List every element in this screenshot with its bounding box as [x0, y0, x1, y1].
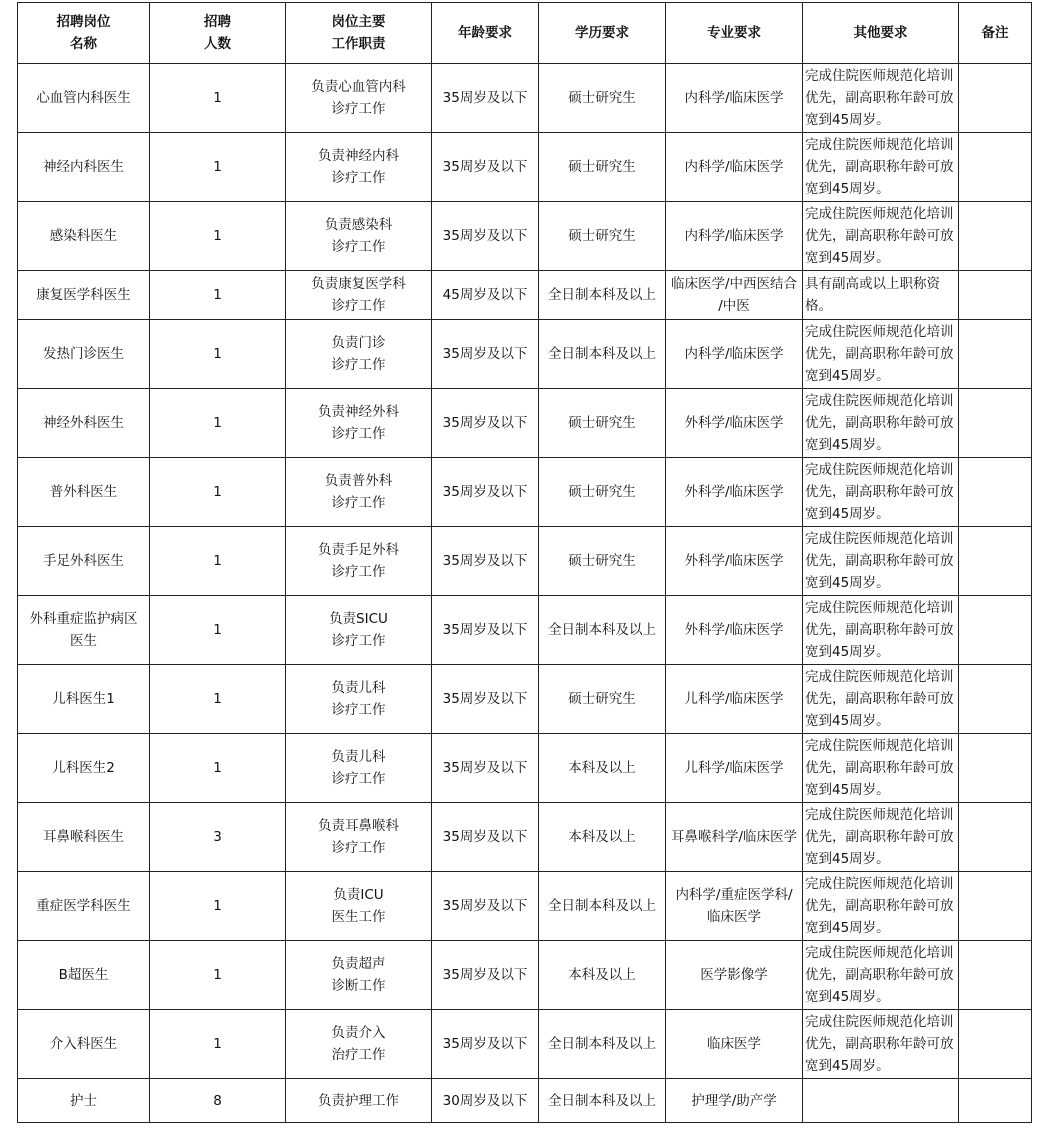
hire-count-cell: 1 [150, 133, 286, 202]
note-cell [959, 596, 1032, 665]
note-cell [959, 665, 1032, 734]
hire-count-cell: 1 [150, 202, 286, 271]
major-requirement-cell: 外科学/临床医学 [666, 458, 803, 527]
education-requirement-cell: 全日制本科及以上 [539, 1010, 666, 1079]
education-requirement-cell: 本科及以上 [539, 803, 666, 872]
header-other: 其他要求 [803, 3, 959, 64]
major-requirement-cell: 耳鼻喉科学/临床医学 [666, 803, 803, 872]
header-major: 专业要求 [666, 3, 803, 64]
job-duty-cell: 负责心血管内科 诊疗工作 [286, 64, 432, 133]
position-name-cell: 心血管内科医生 [18, 64, 150, 133]
table-row [18, 1010, 1032, 1079]
table-row [18, 202, 1032, 271]
age-requirement-cell: 35周岁及以下 [432, 734, 539, 803]
hire-count-cell: 1 [150, 734, 286, 803]
table-row [18, 389, 1032, 458]
note-cell [959, 389, 1032, 458]
age-requirement-cell: 35周岁及以下 [432, 320, 539, 389]
age-requirement-cell: 30周岁及以下 [432, 1079, 539, 1123]
education-requirement-cell: 硕士研究生 [539, 527, 666, 596]
header-count: 招聘 人数 [150, 3, 286, 64]
table-row [18, 133, 1032, 202]
position-name-cell: 神经外科医生 [18, 389, 150, 458]
major-requirement-cell: 护理学/助产学 [666, 1079, 803, 1123]
other-requirement-cell: 完成住院医师规范化培训优先，副高职称年龄可放宽到45周岁。 [803, 389, 959, 458]
education-requirement-cell: 硕士研究生 [539, 64, 666, 133]
job-duty-cell: 负责ICU 医生工作 [286, 872, 432, 941]
education-requirement-cell: 本科及以上 [539, 734, 666, 803]
position-name-cell: 外科重症监护病区 医生 [18, 596, 150, 665]
hire-count-cell: 1 [150, 1010, 286, 1079]
age-requirement-cell: 35周岁及以下 [432, 665, 539, 734]
note-cell [959, 133, 1032, 202]
other-requirement-cell: 完成住院医师规范化培训优先，副高职称年龄可放宽到45周岁。 [803, 596, 959, 665]
major-requirement-cell: 儿科学/临床医学 [666, 734, 803, 803]
note-cell [959, 734, 1032, 803]
age-requirement-cell: 35周岁及以下 [432, 803, 539, 872]
age-requirement-cell: 35周岁及以下 [432, 596, 539, 665]
hire-count-cell: 1 [150, 458, 286, 527]
recruitment-table [17, 2, 1032, 1123]
position-name-cell: 康复医学科医生 [18, 271, 150, 320]
table-row [18, 803, 1032, 872]
education-requirement-cell: 全日制本科及以上 [539, 271, 666, 320]
table-row [18, 665, 1032, 734]
table-row [18, 872, 1032, 941]
age-requirement-cell: 35周岁及以下 [432, 133, 539, 202]
note-cell [959, 1010, 1032, 1079]
header-education: 学历要求 [539, 3, 666, 64]
other-requirement-cell: 完成住院医师规范化培训优先，副高职称年龄可放宽到45周岁。 [803, 803, 959, 872]
header-note: 备注 [959, 3, 1032, 64]
position-name-cell: 发热门诊医生 [18, 320, 150, 389]
other-requirement-cell: 完成住院医师规范化培训优先，副高职称年龄可放宽到45周岁。 [803, 1010, 959, 1079]
job-duty-cell: 负责神经内科 诊疗工作 [286, 133, 432, 202]
major-requirement-cell: 外科学/临床医学 [666, 596, 803, 665]
job-duty-cell: 负责普外科 诊疗工作 [286, 458, 432, 527]
education-requirement-cell: 本科及以上 [539, 941, 666, 1010]
position-name-cell: 神经内科医生 [18, 133, 150, 202]
age-requirement-cell: 35周岁及以下 [432, 872, 539, 941]
hire-count-cell: 1 [150, 596, 286, 665]
job-duty-cell: 负责手足外科 诊疗工作 [286, 527, 432, 596]
education-requirement-cell: 全日制本科及以上 [539, 1079, 666, 1123]
job-duty-cell: 负责康复医学科 诊疗工作 [286, 271, 432, 320]
age-requirement-cell: 35周岁及以下 [432, 1010, 539, 1079]
education-requirement-cell: 硕士研究生 [539, 389, 666, 458]
education-requirement-cell: 硕士研究生 [539, 133, 666, 202]
hire-count-cell: 1 [150, 941, 286, 1010]
note-cell [959, 941, 1032, 1010]
major-requirement-cell: 医学影像学 [666, 941, 803, 1010]
education-requirement-cell: 全日制本科及以上 [539, 320, 666, 389]
position-name-cell: 重症医学科医生 [18, 872, 150, 941]
table-row [18, 458, 1032, 527]
other-requirement-cell: 完成住院医师规范化培训优先，副高职称年龄可放宽到45周岁。 [803, 133, 959, 202]
hire-count-cell: 1 [150, 872, 286, 941]
header-age: 年龄要求 [432, 3, 539, 64]
note-cell [959, 271, 1032, 320]
major-requirement-cell: 内科学/临床医学 [666, 320, 803, 389]
major-requirement-cell: 临床医学 [666, 1010, 803, 1079]
age-requirement-cell: 35周岁及以下 [432, 64, 539, 133]
other-requirement-cell [803, 1079, 959, 1123]
header-duty: 岗位主要 工作职责 [286, 3, 432, 64]
job-duty-cell: 负责耳鼻喉科 诊疗工作 [286, 803, 432, 872]
hire-count-cell: 1 [150, 64, 286, 133]
job-duty-cell: 负责儿科 诊疗工作 [286, 734, 432, 803]
other-requirement-cell: 完成住院医师规范化培训优先，副高职称年龄可放宽到45周岁。 [803, 734, 959, 803]
note-cell [959, 64, 1032, 133]
table-row [18, 64, 1032, 133]
table-row [18, 941, 1032, 1010]
job-duty-cell: 负责神经外科 诊疗工作 [286, 389, 432, 458]
note-cell [959, 202, 1032, 271]
table-row [18, 320, 1032, 389]
other-requirement-cell: 完成住院医师规范化培训优先，副高职称年龄可放宽到45周岁。 [803, 527, 959, 596]
header-row [18, 3, 1032, 64]
note-cell [959, 458, 1032, 527]
note-cell [959, 803, 1032, 872]
hire-count-cell: 1 [150, 271, 286, 320]
table-row [18, 527, 1032, 596]
header-position: 招聘岗位 名称 [18, 3, 150, 64]
major-requirement-cell: 内科学/临床医学 [666, 202, 803, 271]
major-requirement-cell: 内科学/临床医学 [666, 64, 803, 133]
position-name-cell: 手足外科医生 [18, 527, 150, 596]
other-requirement-cell: 完成住院医师规范化培训优先，副高职称年龄可放宽到45周岁。 [803, 458, 959, 527]
other-requirement-cell: 完成住院医师规范化培训优先，副高职称年龄可放宽到45周岁。 [803, 872, 959, 941]
education-requirement-cell: 硕士研究生 [539, 458, 666, 527]
position-name-cell: 护士 [18, 1079, 150, 1123]
table-row [18, 1079, 1032, 1123]
other-requirement-cell: 完成住院医师规范化培训优先，副高职称年龄可放宽到45周岁。 [803, 202, 959, 271]
position-name-cell: 普外科医生 [18, 458, 150, 527]
job-duty-cell: 负责超声 诊断工作 [286, 941, 432, 1010]
age-requirement-cell: 35周岁及以下 [432, 458, 539, 527]
age-requirement-cell: 35周岁及以下 [432, 202, 539, 271]
major-requirement-cell: 外科学/临床医学 [666, 527, 803, 596]
major-requirement-cell: 儿科学/临床医学 [666, 665, 803, 734]
other-requirement-cell: 完成住院医师规范化培训优先，副高职称年龄可放宽到45周岁。 [803, 665, 959, 734]
position-name-cell: 感染科医生 [18, 202, 150, 271]
major-requirement-cell: 外科学/临床医学 [666, 389, 803, 458]
education-requirement-cell: 硕士研究生 [539, 202, 666, 271]
age-requirement-cell: 35周岁及以下 [432, 527, 539, 596]
major-requirement-cell: 内科学/临床医学 [666, 133, 803, 202]
other-requirement-cell: 完成住院医师规范化培训优先，副高职称年龄可放宽到45周岁。 [803, 64, 959, 133]
job-duty-cell: 负责SICU 诊疗工作 [286, 596, 432, 665]
hire-count-cell: 1 [150, 320, 286, 389]
hire-count-cell: 1 [150, 389, 286, 458]
note-cell [959, 527, 1032, 596]
job-duty-cell: 负责感染科 诊疗工作 [286, 202, 432, 271]
education-requirement-cell: 硕士研究生 [539, 665, 666, 734]
position-name-cell: 儿科医生1 [18, 665, 150, 734]
job-duty-cell: 负责护理工作 [286, 1079, 432, 1123]
table-row [18, 596, 1032, 665]
job-duty-cell: 负责介入 治疗工作 [286, 1010, 432, 1079]
age-requirement-cell: 35周岁及以下 [432, 389, 539, 458]
note-cell [959, 320, 1032, 389]
age-requirement-cell: 45周岁及以下 [432, 271, 539, 320]
position-name-cell: 介入科医生 [18, 1010, 150, 1079]
table-row [18, 734, 1032, 803]
other-requirement-cell: 完成住院医师规范化培训优先，副高职称年龄可放宽到45周岁。 [803, 320, 959, 389]
major-requirement-cell: 内科学/重症医学科/ 临床医学 [666, 872, 803, 941]
other-requirement-cell: 完成住院医师规范化培训优先，副高职称年龄可放宽到45周岁。 [803, 941, 959, 1010]
hire-count-cell: 8 [150, 1079, 286, 1123]
table-row [18, 271, 1032, 320]
other-requirement-cell: 具有副高或以上职称资格。 [803, 271, 959, 320]
position-name-cell: B超医生 [18, 941, 150, 1010]
education-requirement-cell: 全日制本科及以上 [539, 596, 666, 665]
job-duty-cell: 负责门诊 诊疗工作 [286, 320, 432, 389]
job-duty-cell: 负责儿科 诊疗工作 [286, 665, 432, 734]
hire-count-cell: 3 [150, 803, 286, 872]
major-requirement-cell: 临床医学/中西医结合 /中医 [666, 271, 803, 320]
hire-count-cell: 1 [150, 527, 286, 596]
note-cell [959, 872, 1032, 941]
education-requirement-cell: 全日制本科及以上 [539, 872, 666, 941]
position-name-cell: 儿科医生2 [18, 734, 150, 803]
age-requirement-cell: 35周岁及以下 [432, 941, 539, 1010]
note-cell [959, 1079, 1032, 1123]
position-name-cell: 耳鼻喉科医生 [18, 803, 150, 872]
hire-count-cell: 1 [150, 665, 286, 734]
